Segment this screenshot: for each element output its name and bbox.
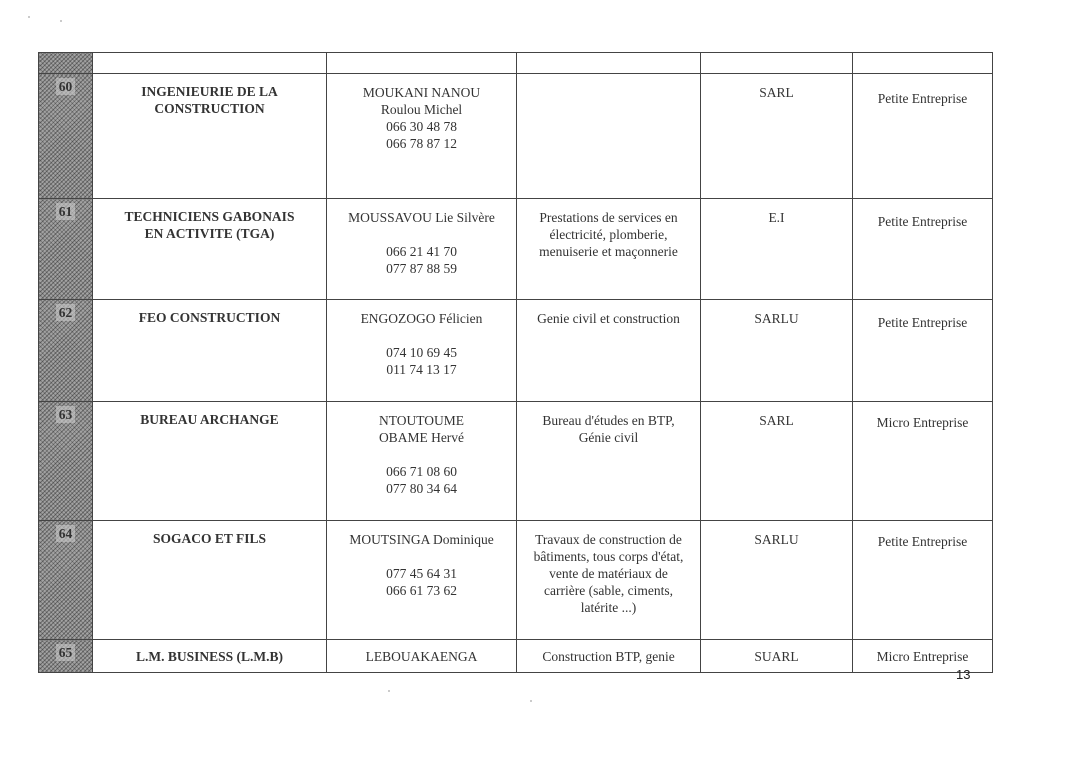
activity-cell	[517, 199, 701, 300]
row-number-cell	[39, 521, 93, 640]
company-name-line: CONSTRUCTION	[154, 101, 265, 116]
company-name-cell	[93, 199, 327, 300]
category: Micro Entreprise	[876, 415, 969, 430]
category-cell	[853, 402, 993, 521]
category-cell	[853, 300, 993, 402]
contact-cell	[327, 199, 517, 300]
category-cell	[853, 74, 993, 199]
row-number: 61	[56, 203, 76, 220]
activity-line: bâtiments, tous corps d'état,	[533, 549, 684, 564]
contact-name: OBAME Hervé	[378, 430, 465, 445]
contact-name: MOUTSINGA Dominique	[349, 532, 494, 547]
scan-speck	[530, 700, 532, 702]
company-name-line: L.M. BUSINESS (L.M.B)	[135, 649, 284, 664]
contact-phone: 066 21 41 70	[386, 244, 457, 259]
activity-line: vente de matériaux de	[549, 566, 668, 581]
contact-name: ENGOZOGO Félicien	[360, 311, 483, 326]
company-name-cell	[93, 74, 327, 199]
category-cell	[853, 521, 993, 640]
legal-form: SARL	[759, 85, 794, 100]
company-name-line: INGENIEURIE DE LA	[141, 84, 278, 99]
contact-phone: 066 78 87 12	[386, 136, 457, 151]
activity-line: carrière (sable, ciments,	[544, 583, 673, 598]
page-number: 13	[956, 667, 971, 682]
activity-cell	[517, 640, 701, 673]
company-name-line: EN ACTIVITE (TGA)	[144, 226, 275, 241]
legal-form-cell	[701, 402, 853, 521]
company-name-cell	[93, 300, 327, 402]
contact-phone: 074 10 69 45	[386, 345, 457, 360]
contact-cell	[327, 74, 517, 199]
row-number-cell	[39, 300, 93, 402]
category: Petite Entreprise	[877, 534, 968, 549]
table-row	[39, 300, 993, 402]
contact-phone: 077 80 34 64	[386, 481, 457, 496]
legal-form: SARLU	[754, 311, 799, 326]
table-row	[39, 199, 993, 300]
company-name-cell	[93, 521, 327, 640]
company-name-line: BUREAU ARCHANGE	[140, 412, 279, 427]
row-number-cell	[39, 53, 93, 74]
enterprise-table	[38, 52, 993, 673]
legal-form-cell	[701, 199, 853, 300]
contact-phone: 077 45 64 31	[386, 566, 457, 581]
category-cell	[853, 640, 993, 673]
company-name-line: TECHNICIENS GABONAIS	[124, 209, 295, 224]
contact-name: Roulou Michel	[380, 102, 463, 117]
row-number: 64	[56, 525, 76, 542]
contact-phone: 011 74 13 17	[386, 362, 457, 377]
table-row	[39, 402, 993, 521]
contact-phone: 066 71 08 60	[386, 464, 457, 479]
category: Petite Entreprise	[877, 315, 968, 330]
activity-cell	[517, 521, 701, 640]
contact-phone: 066 61 73 62	[386, 583, 457, 598]
activity-line: menuiserie et maçonnerie	[539, 244, 678, 259]
category-cell	[853, 199, 993, 300]
category: Micro Entreprise	[876, 649, 969, 664]
legal-form-cell	[701, 74, 853, 199]
contact-cell	[327, 521, 517, 640]
contact-name: MOUKANI NANOU	[362, 85, 481, 100]
legal-form-cell	[701, 640, 853, 673]
activity-cell	[517, 402, 701, 521]
activity-cell	[517, 300, 701, 402]
row-number-cell	[39, 402, 93, 521]
activity-line: latérite ...)	[580, 600, 637, 615]
table-header-strip	[39, 53, 993, 74]
contact-cell	[327, 640, 517, 673]
legal-form: E.I	[768, 210, 785, 225]
scan-speck	[388, 690, 390, 692]
row-number: 65	[56, 644, 76, 661]
activity-cell	[517, 74, 701, 199]
legal-form: SUARL	[754, 649, 799, 664]
table-row	[39, 521, 993, 640]
table-row	[39, 640, 993, 673]
company-name-cell	[93, 640, 327, 673]
activity-line: Genie civil et construction	[537, 311, 680, 326]
legal-form: SARL	[759, 413, 794, 428]
activity-line: Bureau d'études en BTP,	[542, 413, 675, 428]
company-name-line: FEO CONSTRUCTION	[138, 310, 281, 325]
activity-line: Génie civil	[578, 430, 639, 445]
contact-cell	[327, 300, 517, 402]
company-name-line: SOGACO ET FILS	[152, 531, 267, 546]
row-number-cell	[39, 199, 93, 300]
contact-name: LEBOUAKAENGA	[365, 649, 478, 664]
scan-speck	[60, 20, 62, 22]
activity-line: Travaux de construction de	[535, 532, 682, 547]
activity-line: Construction BTP, genie	[542, 649, 675, 664]
company-name-cell	[93, 402, 327, 521]
row-number: 63	[56, 406, 76, 423]
contact-name: NTOUTOUME	[378, 413, 464, 428]
category: Petite Entreprise	[877, 91, 968, 106]
scan-speck	[28, 16, 30, 18]
activity-line: Prestations de services en	[539, 210, 678, 225]
legal-form-cell	[701, 300, 853, 402]
contact-name: MOUSSAVOU Lie Silvère	[348, 210, 495, 225]
contact-phone: 077 87 88 59	[386, 261, 457, 276]
activity-line: électricité, plomberie,	[549, 227, 668, 242]
row-number: 62	[56, 304, 76, 321]
legal-form-cell	[701, 521, 853, 640]
table-row	[39, 74, 993, 199]
row-number-cell	[39, 74, 93, 199]
row-number-cell	[39, 640, 93, 673]
row-number: 60	[56, 78, 76, 95]
contact-phone: 066 30 48 78	[386, 119, 457, 134]
category: Petite Entreprise	[877, 214, 968, 229]
legal-form: SARLU	[754, 532, 799, 547]
contact-cell	[327, 402, 517, 521]
